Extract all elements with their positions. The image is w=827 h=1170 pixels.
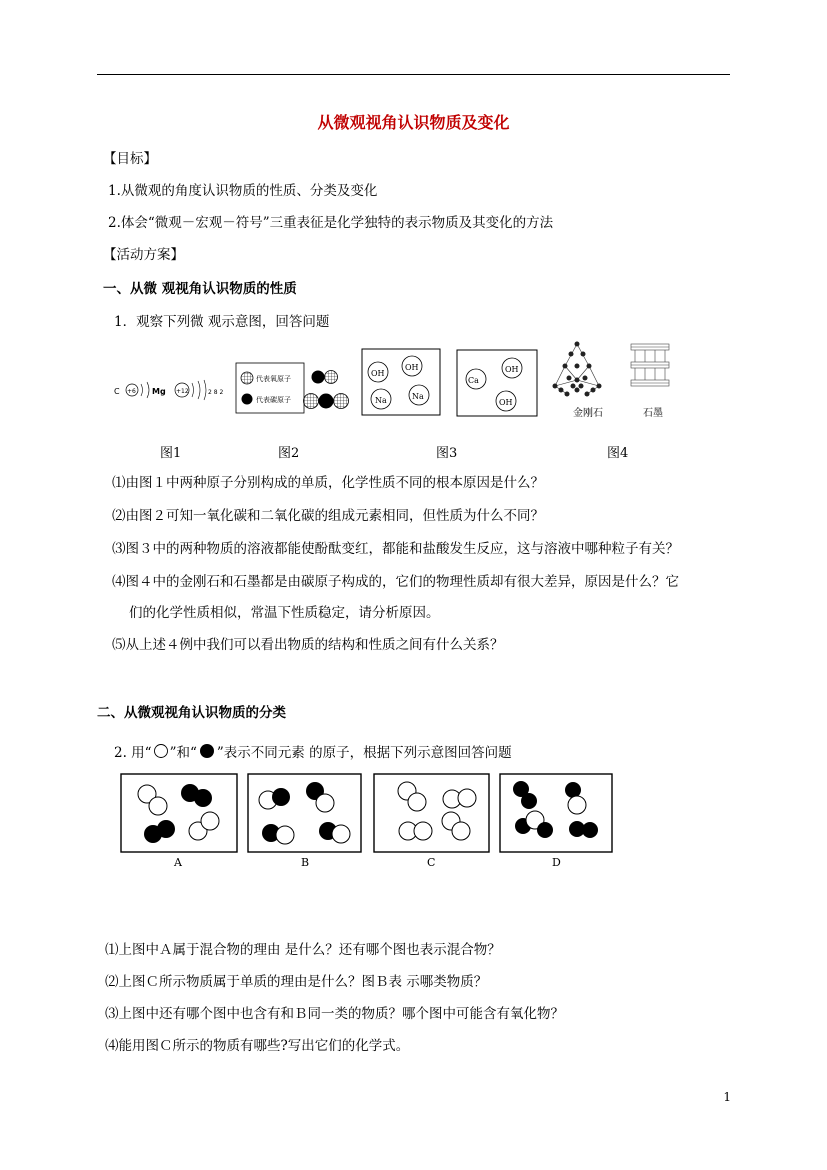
goal-2: 2.体会“微观－宏观－符号”三重表征是化学独特的表示物质及其变化的方法 — [108, 215, 554, 231]
caption-fig2: 图2 — [278, 446, 300, 461]
ion-oh-2: OH — [405, 363, 419, 372]
particle-box-a — [120, 773, 238, 853]
section1-intro: 1．观察下列微 观示意图，回答问题 — [114, 314, 330, 330]
box-label-a: A — [174, 856, 182, 869]
section1-heading: 一、从微 观视角认识物质的性质 — [103, 281, 297, 297]
figure-4-diamond-graphite — [547, 336, 673, 428]
intro-part-b: ”和“ — [169, 745, 197, 761]
caption-fig1: 图1 — [160, 446, 182, 461]
ion-oh-1: OH — [371, 369, 385, 378]
label-graphite: 石墨 — [643, 408, 663, 419]
ion-oh-3: OH — [505, 365, 519, 374]
s2-question-1: ⑴上图中Ａ属于混合物的理由 是什么？还有哪个图也表示混合物？ — [105, 942, 501, 958]
s1-question-3: ⑶图３中的两种物质的溶液都能使酚酞变红，都能和盐酸发生反应，这与溶液中哪种粒子有关？ — [112, 541, 679, 557]
s1-question-1: ⑴由图１中两种原子分别构成的单质，化学性质不同的根本原因是什么？ — [112, 475, 544, 491]
s1-question-4-cont: 们的化学性质相似，常温下性质稳定，请分析原因。 — [129, 605, 440, 621]
particle-box-b — [247, 773, 362, 853]
carbon-nucleus: +6 — [127, 388, 136, 395]
box-label-b: B — [301, 856, 310, 869]
s1-question-5: ⑸从上述４例中我们可以看出物质的结构和性质之间有什么关系？ — [112, 637, 504, 653]
carbon-symbol: C — [114, 387, 120, 396]
s1-question-4: ⑷图４中的金刚石和石墨都是由碳原子构成的，它们的物理性质却有很大差异，原因是什么？它 — [112, 574, 679, 590]
oxygen-legend-icon — [241, 372, 253, 384]
carbon-legend-icon — [242, 394, 253, 405]
magnesium-shells: 2 8 2 — [208, 389, 224, 396]
page-title: 从微观视角认识物质及变化 — [317, 113, 510, 132]
figure-3-caoh2-solution — [456, 349, 538, 417]
caption-fig4: 图4 — [607, 446, 629, 461]
figure-3-naoh-solution — [361, 348, 441, 416]
s2-question-2: ⑵上图Ｃ所示物质属于单质的理由是什么？图Ｂ表 示哪类物质？ — [105, 974, 488, 990]
label-diamond: 金刚石 — [573, 408, 603, 419]
ion-na-2: Na — [412, 392, 424, 401]
figure-1-atom-structures — [112, 375, 234, 405]
ion-na-1: Na — [375, 396, 387, 405]
intro-part-c: ”表示不同元素 的原子，根据下列示意图回答问题 — [216, 745, 512, 761]
section2-heading: 二、从微观视角认识物质的分类 — [97, 705, 286, 721]
activity-header: 【活动方案】 — [103, 247, 184, 263]
ion-ca: Ca — [468, 376, 479, 385]
page-number: 1 — [723, 1090, 731, 1104]
diamond-structure — [555, 344, 599, 394]
s1-question-2: ⑵由图２可知一氧化碳和二氧化碳的组成元素相同，但性质为什么不同？ — [112, 508, 544, 524]
caption-fig3: 图3 — [436, 446, 458, 461]
box-label-d: D — [552, 856, 561, 869]
goal-1: 1.从微观的角度认识物质的性质、分类及变化 — [108, 183, 378, 199]
goals-header: 【目标】 — [103, 151, 157, 167]
co2-oxygen-atom-1 — [304, 394, 319, 409]
intro-part-a: 2. 用“ — [114, 745, 152, 761]
particle-box-c — [373, 773, 490, 853]
header-rule — [97, 74, 730, 75]
figure-2-co-co2 — [235, 361, 355, 417]
black-atom-icon — [197, 743, 217, 759]
white-atom-icon — [152, 743, 170, 759]
co2-oxygen-atom-2 — [334, 394, 349, 409]
legend-oxygen: 代表氧原子 — [256, 375, 291, 383]
s2-question-3: ⑶上图中还有哪个图中也含有和Ｂ同一类的物质？哪个图中可能含有氧化物？ — [105, 1006, 564, 1022]
legend-carbon: 代表碳原子 — [256, 396, 291, 404]
s2-question-4: ⑷能用图Ｃ所示的物质有哪些?写出它们的化学式。 — [105, 1038, 410, 1054]
box-label-c: C — [427, 856, 436, 869]
section2-intro — [114, 743, 512, 762]
ion-oh-4: OH — [499, 398, 513, 407]
co-oxygen-atom — [325, 371, 338, 384]
magnesium-symbol: Mg — [152, 387, 166, 396]
magnesium-nucleus: +12 — [176, 388, 189, 395]
particle-box-d — [499, 773, 613, 853]
co-carbon-atom — [312, 371, 325, 384]
co2-carbon-atom — [319, 394, 334, 409]
graphite-structure — [631, 344, 669, 386]
